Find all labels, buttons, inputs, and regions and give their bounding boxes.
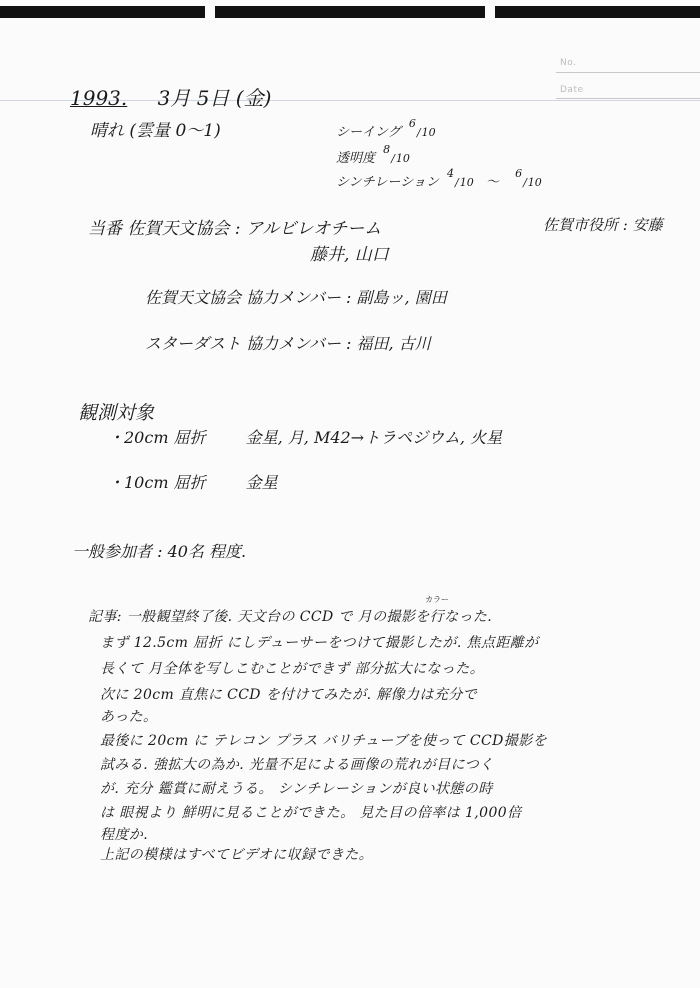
observation-date — [70, 82, 271, 111]
seeing-label: シーイング — [336, 125, 401, 140]
article-line: 試みる. 強拡大の為か. 光量不足による画像の荒れが目につく — [100, 757, 494, 773]
article-line: は 眼視より 鮮明に見ることができた。 見た目の倍率は 1,000倍 — [100, 805, 522, 821]
top-binding-strip — [0, 0, 700, 20]
seeing-row — [336, 117, 436, 140]
date-field-line — [556, 98, 700, 99]
targets-heading: 観測対象 — [78, 402, 155, 424]
scope-20cm: ・20cm 屈折 — [108, 428, 206, 447]
transparency-label: 透明度 — [336, 151, 376, 166]
cooperating-members-saga: 佐賀天文協会 協力メンバー : 副島ッ, 園田 — [145, 288, 447, 307]
date-label: Date — [560, 85, 584, 95]
no-label: No. — [560, 58, 577, 68]
article-line: 最後に 20cm に テレコン プラス バリチューブを使って CCD撮影を — [100, 733, 547, 749]
target-row-10cm — [108, 470, 278, 493]
objects-10cm: 金星 — [245, 473, 278, 492]
article-line: 程度か. — [100, 827, 149, 843]
weather: 晴れ (雲量 0〜1) — [90, 121, 221, 141]
ruby-annotation: カラー — [425, 595, 449, 604]
scintillation-range-sep: 〜 — [485, 175, 499, 190]
objects-20cm: 金星, 月, M42→トラペジウム, 火星 — [245, 428, 503, 447]
transparency-row — [336, 143, 410, 166]
month-day: 3月 5日 (金) — [157, 86, 272, 110]
general-participants: 一般参加者 : 40名 程度. — [72, 542, 247, 561]
scintillation-value-low: 4/10 — [447, 167, 474, 189]
city-office-staff: 佐賀市役所 : 安藤 — [543, 216, 663, 234]
article-line: 記事: 一般観望終了後. 天文台の CCD で 月の撮影を行なった. — [88, 609, 493, 625]
article-line: 次に 20cm 直焦に CCD を付けてみたが. 解像力は充分で — [100, 687, 478, 703]
year: 1993. — [70, 86, 128, 110]
duty-team: 当番 佐賀天文協会 : アルビレオチーム — [88, 219, 382, 239]
target-row-20cm — [108, 425, 502, 448]
duty-members: 藤井, 山口 — [310, 245, 389, 265]
scintillation-label: シンチレーション — [336, 175, 439, 190]
seeing-value: 6/10 — [408, 117, 436, 139]
article-line: が. 充分 鑑賞に耐えうる。 シンチレーションが良い状態の時 — [100, 781, 493, 797]
no-field-line — [556, 72, 700, 73]
scintillation-row — [336, 167, 542, 190]
article-line: まず 12.5cm 屈折 にしデューサーをつけて撮影したが. 焦点距離が — [100, 635, 539, 651]
article-line: 上記の模様はすべてビデオに収録できた。 — [100, 847, 374, 863]
scope-10cm: ・10cm 屈折 — [108, 473, 206, 492]
article-line: 長くて 月全体を写しこむことができず 部分拡大になった。 — [100, 661, 485, 677]
scintillation-value-high: 6/10 — [515, 167, 542, 189]
transparency-value: 8/10 — [383, 143, 410, 165]
cooperating-members-stardust: スターダスト 協力メンバー : 福田, 古川 — [145, 334, 431, 353]
article-line: あった。 — [100, 709, 158, 725]
